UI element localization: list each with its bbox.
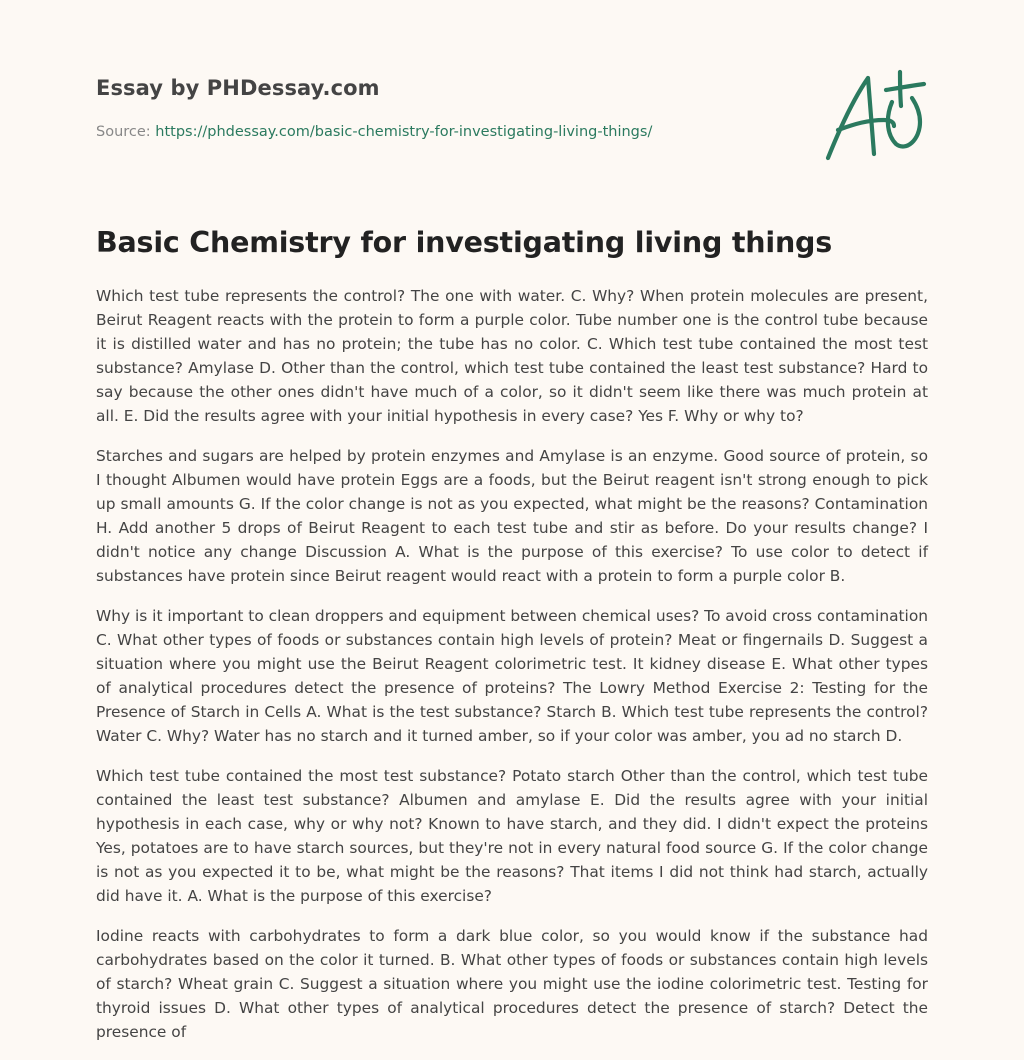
article-paragraph: Which test tube contained the most test substance? Potato starch Other than the control, which test tube contained the least test substance? Albumen and amylase E. Did the results agree with your initial hypothesis in each case, why or why not? Known to have starch, and they did. I didn't expect the proteins Yes, potatoes are to have starch sources, but they're not in every natural food source G. If the color change is not as you expected it to be, what might be the reasons? That items I did not think had starch, actually did have it. A. What is the purpose of this exercise? xyxy=(96,767,928,905)
a-crossbar-stroke xyxy=(838,120,894,130)
article-title: Basic Chemistry for investigating living things xyxy=(96,226,832,259)
source-line xyxy=(96,124,652,140)
source-link[interactable]: https://phdessay.com/basic-chemistry-for-investigating-living-things/ xyxy=(155,124,653,140)
page-header xyxy=(96,0,928,180)
article-paragraph: Starches and sugars are helped by protein enzymes and Amylase is an enzyme. Good source of protein, so I thought Albumen would have protein Eggs are a foods, but the Beirut reagent isn't strong enough to pick up small amounts G. If the color change is not as you expected, what might be the reasons? Contamination H. Add another 5 drops of Beirut Reagent to each test tube and stir as before. Do your results change? I didn't notice any change Discussion A. What is the purpose of this exercise? To use color to detect if substances have protein since Beirut reagent would react with a protein to form a purple color B. xyxy=(96,447,928,585)
article-paragraph: Iodine reacts with carbohydrates to form a dark blue color, so you would know if the substance had carbohydrates based on the color it turned. B. What other types of foods or substances contain high levels of starch? Wheat grain C. Suggest a situation where you might use the iodine colorimetric test. Testing for thyroid issues D. What other types of analytical procedures detect the presence of starch? Detect the presence of xyxy=(96,927,928,1041)
site-brand: Essay by PHDessay.com xyxy=(96,76,380,100)
plus-horizontal-stroke xyxy=(886,84,924,90)
a-letter-stroke xyxy=(828,78,874,158)
source-label: Source: xyxy=(96,124,151,140)
a-plus-grade-icon xyxy=(824,68,928,164)
article-body xyxy=(96,284,928,1060)
article-paragraph: Which test tube represents the control? The one with water. C. Why? When protein molecules are present, Beirut Reagent reacts with the protein to form a purple color. Tube number one is the control tube because it is distilled water and has no protein; the tube has no color. C. Which test tube contained the most test substance? Amylase D. Other than the control, which test tube contained the least test substance? Hard to say because the other ones didn't have much of a color, so it didn't seem like there was much protein at all. E. Did the results agree with your initial hypothesis in every case? Yes F. Why or why to? xyxy=(96,287,928,425)
article-paragraph: Why is it important to clean droppers and equipment between chemical uses? To avoid cross contamination C. What other types of foods or substances contain high levels of protein? Meat or fingernails D. Suggest a situation where you might use the Beirut Reagent colorimetric test. It kidney disease E. What other types of analytical procedures detect the presence of proteins? The Lowry Method Exercise 2: Testing for the Presence of Starch in Cells A. What is the test substance? Starch B. Which test tube represents the control? Water C. Why? Water has no starch and it turned amber, so if your color was amber, you ad no starch D. xyxy=(96,607,928,745)
